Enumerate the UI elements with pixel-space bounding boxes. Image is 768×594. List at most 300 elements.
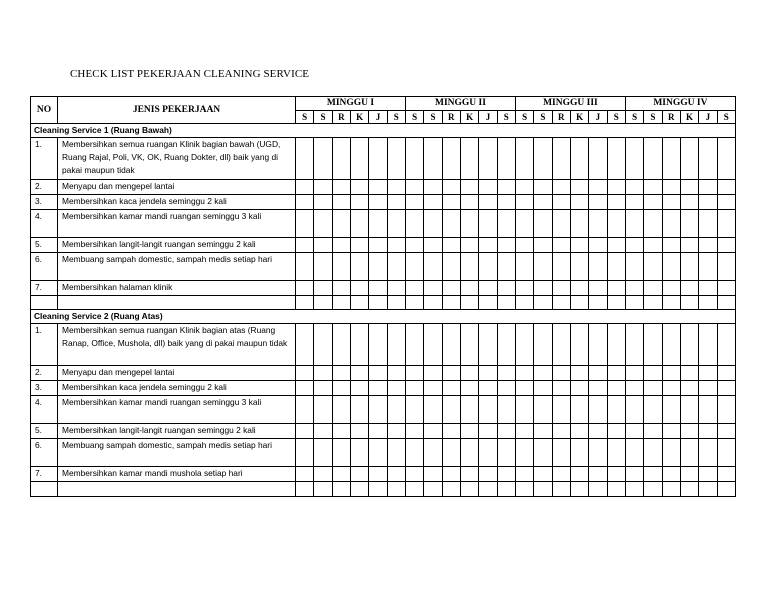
check-cell[interactable] <box>515 366 533 381</box>
check-cell[interactable] <box>717 210 735 238</box>
check-cell[interactable] <box>387 253 405 281</box>
check-cell[interactable] <box>387 296 405 310</box>
check-cell[interactable] <box>625 296 643 310</box>
check-cell[interactable] <box>680 467 698 482</box>
check-cell[interactable] <box>570 138 588 180</box>
check-cell[interactable] <box>699 381 717 396</box>
check-cell[interactable] <box>589 238 607 253</box>
check-cell[interactable] <box>424 238 442 253</box>
check-cell[interactable] <box>332 439 350 467</box>
check-cell[interactable] <box>387 482 405 497</box>
check-cell[interactable] <box>717 281 735 296</box>
check-cell[interactable] <box>497 238 515 253</box>
check-cell[interactable] <box>442 366 460 381</box>
check-cell[interactable] <box>644 210 662 238</box>
check-cell[interactable] <box>424 424 442 439</box>
check-cell[interactable] <box>405 482 423 497</box>
check-cell[interactable] <box>625 210 643 238</box>
check-cell[interactable] <box>625 396 643 424</box>
check-cell[interactable] <box>607 180 625 195</box>
check-cell[interactable] <box>332 253 350 281</box>
check-cell[interactable] <box>644 296 662 310</box>
check-cell[interactable] <box>699 324 717 366</box>
check-cell[interactable] <box>369 324 387 366</box>
check-cell[interactable] <box>570 381 588 396</box>
check-cell[interactable] <box>589 195 607 210</box>
check-cell[interactable] <box>405 324 423 366</box>
check-cell[interactable] <box>534 424 552 439</box>
check-cell[interactable] <box>717 439 735 467</box>
check-cell[interactable] <box>296 381 314 396</box>
check-cell[interactable] <box>534 324 552 366</box>
check-cell[interactable] <box>460 210 478 238</box>
check-cell[interactable] <box>515 381 533 396</box>
check-cell[interactable] <box>534 180 552 195</box>
check-cell[interactable] <box>717 424 735 439</box>
check-cell[interactable] <box>332 180 350 195</box>
check-cell[interactable] <box>405 180 423 195</box>
check-cell[interactable] <box>460 180 478 195</box>
check-cell[interactable] <box>534 366 552 381</box>
check-cell[interactable] <box>460 253 478 281</box>
check-cell[interactable] <box>314 210 332 238</box>
check-cell[interactable] <box>644 324 662 366</box>
check-cell[interactable] <box>405 195 423 210</box>
check-cell[interactable] <box>442 439 460 467</box>
check-cell[interactable] <box>296 482 314 497</box>
check-cell[interactable] <box>479 396 497 424</box>
check-cell[interactable] <box>515 324 533 366</box>
check-cell[interactable] <box>607 482 625 497</box>
check-cell[interactable] <box>497 138 515 180</box>
check-cell[interactable] <box>479 281 497 296</box>
check-cell[interactable] <box>552 180 570 195</box>
check-cell[interactable] <box>625 180 643 195</box>
check-cell[interactable] <box>607 195 625 210</box>
check-cell[interactable] <box>460 381 478 396</box>
check-cell[interactable] <box>515 439 533 467</box>
check-cell[interactable] <box>442 424 460 439</box>
check-cell[interactable] <box>570 238 588 253</box>
check-cell[interactable] <box>497 180 515 195</box>
check-cell[interactable] <box>497 381 515 396</box>
check-cell[interactable] <box>460 482 478 497</box>
check-cell[interactable] <box>717 482 735 497</box>
check-cell[interactable] <box>644 482 662 497</box>
check-cell[interactable] <box>314 396 332 424</box>
check-cell[interactable] <box>644 253 662 281</box>
check-cell[interactable] <box>296 180 314 195</box>
check-cell[interactable] <box>607 381 625 396</box>
check-cell[interactable] <box>717 396 735 424</box>
check-cell[interactable] <box>680 366 698 381</box>
check-cell[interactable] <box>607 138 625 180</box>
check-cell[interactable] <box>680 396 698 424</box>
check-cell[interactable] <box>515 238 533 253</box>
check-cell[interactable] <box>662 324 680 366</box>
check-cell[interactable] <box>534 482 552 497</box>
check-cell[interactable] <box>332 381 350 396</box>
check-cell[interactable] <box>405 439 423 467</box>
check-cell[interactable] <box>479 238 497 253</box>
check-cell[interactable] <box>644 467 662 482</box>
check-cell[interactable] <box>552 138 570 180</box>
check-cell[interactable] <box>607 396 625 424</box>
check-cell[interactable] <box>350 324 368 366</box>
check-cell[interactable] <box>405 210 423 238</box>
check-cell[interactable] <box>460 238 478 253</box>
check-cell[interactable] <box>589 210 607 238</box>
check-cell[interactable] <box>332 281 350 296</box>
check-cell[interactable] <box>424 281 442 296</box>
check-cell[interactable] <box>296 296 314 310</box>
check-cell[interactable] <box>680 324 698 366</box>
check-cell[interactable] <box>699 467 717 482</box>
check-cell[interactable] <box>350 467 368 482</box>
check-cell[interactable] <box>460 281 478 296</box>
check-cell[interactable] <box>534 138 552 180</box>
check-cell[interactable] <box>314 482 332 497</box>
check-cell[interactable] <box>589 324 607 366</box>
check-cell[interactable] <box>332 424 350 439</box>
check-cell[interactable] <box>570 439 588 467</box>
check-cell[interactable] <box>350 195 368 210</box>
check-cell[interactable] <box>387 324 405 366</box>
check-cell[interactable] <box>680 281 698 296</box>
check-cell[interactable] <box>314 180 332 195</box>
check-cell[interactable] <box>479 467 497 482</box>
check-cell[interactable] <box>296 324 314 366</box>
check-cell[interactable] <box>497 296 515 310</box>
check-cell[interactable] <box>552 281 570 296</box>
check-cell[interactable] <box>680 296 698 310</box>
check-cell[interactable] <box>497 195 515 210</box>
check-cell[interactable] <box>387 439 405 467</box>
check-cell[interactable] <box>479 253 497 281</box>
check-cell[interactable] <box>699 296 717 310</box>
check-cell[interactable] <box>680 180 698 195</box>
check-cell[interactable] <box>369 281 387 296</box>
check-cell[interactable] <box>625 253 643 281</box>
check-cell[interactable] <box>717 253 735 281</box>
check-cell[interactable] <box>424 138 442 180</box>
check-cell[interactable] <box>552 366 570 381</box>
check-cell[interactable] <box>644 138 662 180</box>
check-cell[interactable] <box>479 180 497 195</box>
check-cell[interactable] <box>369 439 387 467</box>
check-cell[interactable] <box>497 424 515 439</box>
check-cell[interactable] <box>387 180 405 195</box>
check-cell[interactable] <box>350 296 368 310</box>
check-cell[interactable] <box>570 180 588 195</box>
check-cell[interactable] <box>552 296 570 310</box>
check-cell[interactable] <box>515 253 533 281</box>
check-cell[interactable] <box>332 195 350 210</box>
check-cell[interactable] <box>680 195 698 210</box>
check-cell[interactable] <box>662 467 680 482</box>
check-cell[interactable] <box>699 210 717 238</box>
check-cell[interactable] <box>699 281 717 296</box>
check-cell[interactable] <box>296 366 314 381</box>
check-cell[interactable] <box>497 281 515 296</box>
check-cell[interactable] <box>644 366 662 381</box>
check-cell[interactable] <box>296 396 314 424</box>
check-cell[interactable] <box>699 238 717 253</box>
check-cell[interactable] <box>369 366 387 381</box>
check-cell[interactable] <box>314 439 332 467</box>
check-cell[interactable] <box>424 324 442 366</box>
check-cell[interactable] <box>717 324 735 366</box>
check-cell[interactable] <box>387 195 405 210</box>
check-cell[interactable] <box>534 396 552 424</box>
check-cell[interactable] <box>424 366 442 381</box>
check-cell[interactable] <box>625 138 643 180</box>
check-cell[interactable] <box>369 138 387 180</box>
check-cell[interactable] <box>644 439 662 467</box>
check-cell[interactable] <box>552 253 570 281</box>
check-cell[interactable] <box>699 439 717 467</box>
check-cell[interactable] <box>387 396 405 424</box>
check-cell[interactable] <box>350 482 368 497</box>
check-cell[interactable] <box>680 238 698 253</box>
check-cell[interactable] <box>515 180 533 195</box>
check-cell[interactable] <box>515 396 533 424</box>
check-cell[interactable] <box>387 210 405 238</box>
check-cell[interactable] <box>314 138 332 180</box>
check-cell[interactable] <box>515 424 533 439</box>
check-cell[interactable] <box>350 281 368 296</box>
check-cell[interactable] <box>387 381 405 396</box>
check-cell[interactable] <box>589 396 607 424</box>
check-cell[interactable] <box>625 381 643 396</box>
check-cell[interactable] <box>552 482 570 497</box>
check-cell[interactable] <box>534 253 552 281</box>
check-cell[interactable] <box>589 281 607 296</box>
check-cell[interactable] <box>350 396 368 424</box>
check-cell[interactable] <box>552 396 570 424</box>
check-cell[interactable] <box>570 195 588 210</box>
check-cell[interactable] <box>405 238 423 253</box>
check-cell[interactable] <box>607 324 625 366</box>
check-cell[interactable] <box>350 180 368 195</box>
check-cell[interactable] <box>625 482 643 497</box>
check-cell[interactable] <box>442 210 460 238</box>
check-cell[interactable] <box>442 296 460 310</box>
check-cell[interactable] <box>625 281 643 296</box>
check-cell[interactable] <box>699 366 717 381</box>
check-cell[interactable] <box>497 366 515 381</box>
check-cell[interactable] <box>497 439 515 467</box>
check-cell[interactable] <box>497 210 515 238</box>
check-cell[interactable] <box>460 195 478 210</box>
check-cell[interactable] <box>296 424 314 439</box>
check-cell[interactable] <box>515 195 533 210</box>
check-cell[interactable] <box>369 482 387 497</box>
check-cell[interactable] <box>607 424 625 439</box>
check-cell[interactable] <box>515 210 533 238</box>
check-cell[interactable] <box>424 381 442 396</box>
check-cell[interactable] <box>625 439 643 467</box>
check-cell[interactable] <box>717 381 735 396</box>
check-cell[interactable] <box>369 253 387 281</box>
check-cell[interactable] <box>570 482 588 497</box>
check-cell[interactable] <box>424 253 442 281</box>
check-cell[interactable] <box>369 238 387 253</box>
check-cell[interactable] <box>442 324 460 366</box>
check-cell[interactable] <box>479 439 497 467</box>
check-cell[interactable] <box>460 467 478 482</box>
check-cell[interactable] <box>662 366 680 381</box>
check-cell[interactable] <box>350 238 368 253</box>
check-cell[interactable] <box>369 396 387 424</box>
check-cell[interactable] <box>405 366 423 381</box>
check-cell[interactable] <box>552 467 570 482</box>
check-cell[interactable] <box>314 424 332 439</box>
check-cell[interactable] <box>387 366 405 381</box>
check-cell[interactable] <box>644 281 662 296</box>
check-cell[interactable] <box>699 195 717 210</box>
check-cell[interactable] <box>625 238 643 253</box>
check-cell[interactable] <box>607 467 625 482</box>
check-cell[interactable] <box>479 296 497 310</box>
check-cell[interactable] <box>460 366 478 381</box>
check-cell[interactable] <box>625 195 643 210</box>
check-cell[interactable] <box>332 238 350 253</box>
check-cell[interactable] <box>424 195 442 210</box>
check-cell[interactable] <box>699 396 717 424</box>
check-cell[interactable] <box>296 467 314 482</box>
check-cell[interactable] <box>717 366 735 381</box>
check-cell[interactable] <box>680 424 698 439</box>
check-cell[interactable] <box>515 467 533 482</box>
check-cell[interactable] <box>405 296 423 310</box>
check-cell[interactable] <box>515 138 533 180</box>
check-cell[interactable] <box>350 253 368 281</box>
check-cell[interactable] <box>699 253 717 281</box>
check-cell[interactable] <box>552 381 570 396</box>
check-cell[interactable] <box>717 138 735 180</box>
check-cell[interactable] <box>552 195 570 210</box>
check-cell[interactable] <box>424 180 442 195</box>
check-cell[interactable] <box>442 253 460 281</box>
check-cell[interactable] <box>680 482 698 497</box>
check-cell[interactable] <box>442 281 460 296</box>
check-cell[interactable] <box>314 467 332 482</box>
check-cell[interactable] <box>405 396 423 424</box>
check-cell[interactable] <box>680 439 698 467</box>
check-cell[interactable] <box>460 396 478 424</box>
check-cell[interactable] <box>589 180 607 195</box>
check-cell[interactable] <box>387 238 405 253</box>
check-cell[interactable] <box>662 296 680 310</box>
check-cell[interactable] <box>570 467 588 482</box>
check-cell[interactable] <box>497 467 515 482</box>
check-cell[interactable] <box>662 381 680 396</box>
check-cell[interactable] <box>350 138 368 180</box>
check-cell[interactable] <box>424 296 442 310</box>
check-cell[interactable] <box>589 439 607 467</box>
check-cell[interactable] <box>570 210 588 238</box>
check-cell[interactable] <box>534 467 552 482</box>
check-cell[interactable] <box>332 396 350 424</box>
check-cell[interactable] <box>460 439 478 467</box>
check-cell[interactable] <box>607 296 625 310</box>
check-cell[interactable] <box>607 439 625 467</box>
check-cell[interactable] <box>570 424 588 439</box>
check-cell[interactable] <box>497 253 515 281</box>
check-cell[interactable] <box>405 138 423 180</box>
check-cell[interactable] <box>296 138 314 180</box>
check-cell[interactable] <box>479 138 497 180</box>
check-cell[interactable] <box>405 424 423 439</box>
check-cell[interactable] <box>625 366 643 381</box>
check-cell[interactable] <box>717 467 735 482</box>
check-cell[interactable] <box>350 424 368 439</box>
check-cell[interactable] <box>350 210 368 238</box>
check-cell[interactable] <box>350 366 368 381</box>
check-cell[interactable] <box>405 253 423 281</box>
check-cell[interactable] <box>424 210 442 238</box>
check-cell[interactable] <box>589 253 607 281</box>
check-cell[interactable] <box>644 238 662 253</box>
check-cell[interactable] <box>589 138 607 180</box>
check-cell[interactable] <box>515 482 533 497</box>
check-cell[interactable] <box>662 195 680 210</box>
check-cell[interactable] <box>332 138 350 180</box>
check-cell[interactable] <box>680 381 698 396</box>
check-cell[interactable] <box>442 482 460 497</box>
check-cell[interactable] <box>589 467 607 482</box>
check-cell[interactable] <box>699 138 717 180</box>
check-cell[interactable] <box>662 482 680 497</box>
check-cell[interactable] <box>570 324 588 366</box>
check-cell[interactable] <box>570 366 588 381</box>
check-cell[interactable] <box>387 467 405 482</box>
check-cell[interactable] <box>314 366 332 381</box>
check-cell[interactable] <box>387 281 405 296</box>
check-cell[interactable] <box>552 210 570 238</box>
check-cell[interactable] <box>442 467 460 482</box>
check-cell[interactable] <box>607 281 625 296</box>
check-cell[interactable] <box>497 396 515 424</box>
check-cell[interactable] <box>442 180 460 195</box>
check-cell[interactable] <box>534 210 552 238</box>
check-cell[interactable] <box>662 396 680 424</box>
check-cell[interactable] <box>680 210 698 238</box>
check-cell[interactable] <box>662 253 680 281</box>
check-cell[interactable] <box>369 424 387 439</box>
check-cell[interactable] <box>662 439 680 467</box>
check-cell[interactable] <box>717 296 735 310</box>
check-cell[interactable] <box>460 296 478 310</box>
check-cell[interactable] <box>479 366 497 381</box>
check-cell[interactable] <box>332 296 350 310</box>
check-cell[interactable] <box>662 238 680 253</box>
check-cell[interactable] <box>625 424 643 439</box>
check-cell[interactable] <box>479 381 497 396</box>
check-cell[interactable] <box>332 467 350 482</box>
check-cell[interactable] <box>479 210 497 238</box>
check-cell[interactable] <box>699 482 717 497</box>
check-cell[interactable] <box>442 138 460 180</box>
check-cell[interactable] <box>534 381 552 396</box>
check-cell[interactable] <box>405 381 423 396</box>
check-cell[interactable] <box>387 138 405 180</box>
check-cell[interactable] <box>296 195 314 210</box>
check-cell[interactable] <box>369 210 387 238</box>
check-cell[interactable] <box>644 180 662 195</box>
check-cell[interactable] <box>662 210 680 238</box>
